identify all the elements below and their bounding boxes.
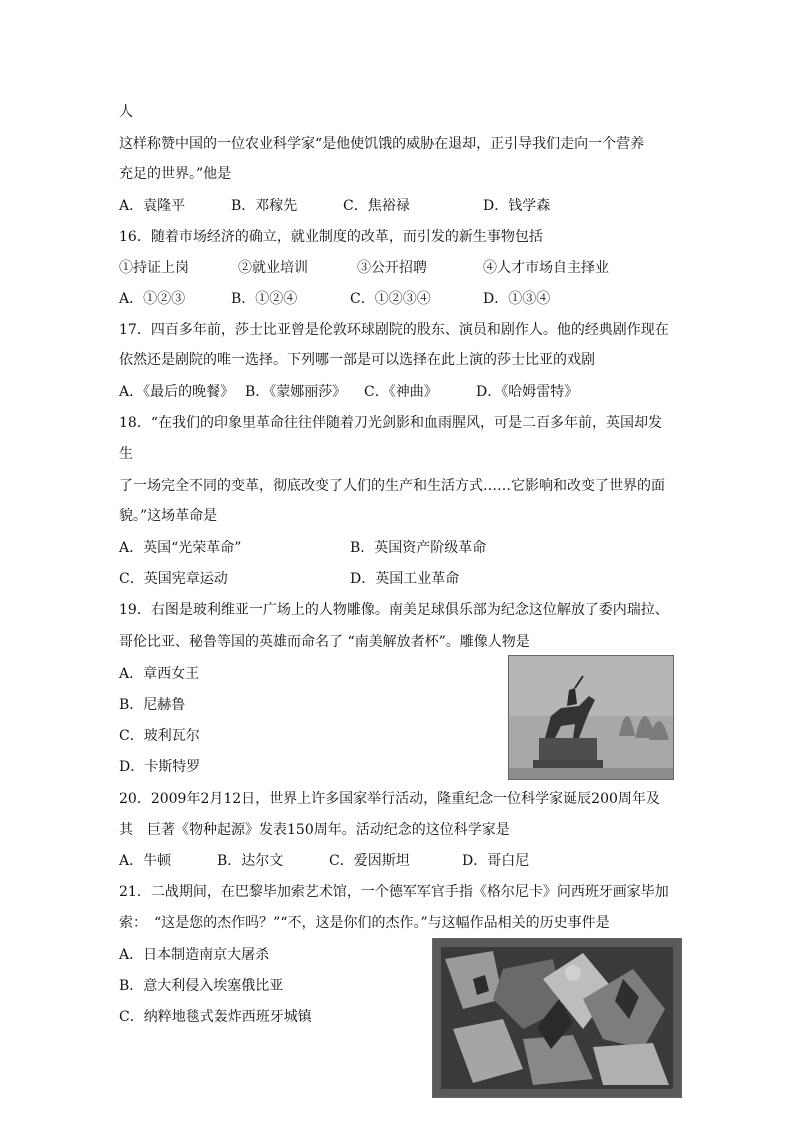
intro-line-2: 充足的世界。”他是 (119, 166, 232, 182)
q21-option-a[interactable]: A．日本制造南京大屠杀 (119, 947, 270, 963)
q17-option-c[interactable]: C．《神曲》 (364, 384, 438, 400)
q21-line-2: 索： “这是您的杰作吗？”“不，这是你们的杰作。”与这幅作品相关的历史事件是 (119, 915, 610, 931)
intro-line-1: 这样称赞中国的一位农业科学家“是他使饥饿的威胁在退却，正引导我们走向一个营养 (119, 136, 645, 152)
q17-option-b[interactable]: B．《蒙娜丽莎》 (245, 384, 347, 400)
q19-line-2: 哥伦比亚、秘鲁等国的英雄而命名了 “南美解放者杯”。雕像人物是 (119, 634, 530, 650)
intro-option-b[interactable]: B．邓稼先 (231, 198, 298, 214)
q16-option-d[interactable]: D．①③④ (483, 291, 551, 307)
q16-stem: 16．随着市场经济的确立，就业制度的改革，而引发的新生事物包括 (119, 229, 543, 245)
q18-line-2: 生 (119, 446, 133, 462)
q20-line-1: 20．2009年2月12日，世界上许多国家举行活动，隆重纪念一位科学家诞辰200周年及 (119, 791, 660, 807)
q20-option-a[interactable]: A．牛顿 (119, 853, 172, 869)
intro-line-0: 人 (119, 104, 133, 120)
guernica-painting-photo (432, 938, 682, 1098)
intro-option-a[interactable]: A．袁隆平 (119, 198, 186, 214)
q20-option-b[interactable]: B．达尔文 (217, 853, 284, 869)
intro-option-d[interactable]: D．钱学森 (483, 198, 551, 214)
q17-option-a[interactable]: A．《最后的晚餐》 (119, 384, 235, 400)
q16-item-3: ③公开招聘 (357, 260, 427, 276)
q18-line-1: 18．“在我们的印象里革命往往伴随着刀光剑影和血雨腥风，可是二百多年前，英国却发 (119, 415, 662, 431)
q18-option-c[interactable]: C．英国宪章运动 (119, 571, 228, 587)
q18-line-4: 貌。”这场革命是 (119, 508, 218, 524)
q17-line-2: 依然还是剧院的唯一选择。下列哪一部是可以选择在此上演的莎士比亚的戏剧 (119, 352, 595, 368)
q17-line-1: 17．四百多年前，莎士比亚曾是伦敦环球剧院的股东、演员和剧作人。他的经典剧作现在 (119, 322, 669, 338)
q17-option-d[interactable]: D．《哈姆雷特》 (476, 384, 579, 400)
q18-option-b[interactable]: B．英国资产阶级革命 (350, 540, 487, 556)
q16-option-a[interactable]: A．①②③ (119, 291, 186, 307)
q20-option-c[interactable]: C．爱因斯坦 (329, 853, 410, 869)
q16-option-c[interactable]: C．①②③④ (350, 291, 431, 307)
q19-option-c[interactable]: C．玻利瓦尔 (119, 728, 200, 744)
q16-item-2: ②就业培训 (238, 260, 308, 276)
q19-option-b[interactable]: B．尼赫鲁 (119, 697, 186, 713)
q18-option-d[interactable]: D．英国工业革命 (350, 571, 460, 587)
q20-line-2: 其 巨著《物种起源》发表150周年。活动纪念的这位科学家是 (119, 822, 510, 838)
q20-option-d[interactable]: D．哥白尼 (462, 853, 530, 869)
q19-option-a[interactable]: A．章西女王 (119, 666, 200, 682)
q16-option-b[interactable]: B．①②④ (231, 291, 298, 307)
statue-photo (508, 655, 674, 780)
q21-option-b[interactable]: B．意大利侵入埃塞俄比亚 (119, 978, 284, 994)
q21-option-c[interactable]: C．纳粹地毯式轰炸西班牙城镇 (119, 1009, 312, 1025)
q18-line-3: 了一场完全不同的变革，彻底改变了人们的生产和生活方式……它影响和改变了世界的面 (119, 478, 665, 494)
q18-option-a[interactable]: A．英国“光荣革命” (119, 540, 242, 556)
q16-item-1: ①持证上岗 (119, 260, 189, 276)
q16-item-4: ④人才市场自主择业 (483, 260, 609, 276)
intro-option-c[interactable]: C．焦裕禄 (343, 198, 410, 214)
q19-option-d[interactable]: D．卡斯特罗 (119, 759, 201, 775)
q19-line-1: 19．右图是玻利维亚一广场上的人物雕像。南美足球俱乐部为纪念这位解放了委内瑞拉、 (119, 602, 669, 618)
q21-line-1: 21．二战期间，在巴黎毕加索艺术馆，一个德军军官手指《格尔尼卡》问西班牙画家毕加 (119, 884, 669, 900)
